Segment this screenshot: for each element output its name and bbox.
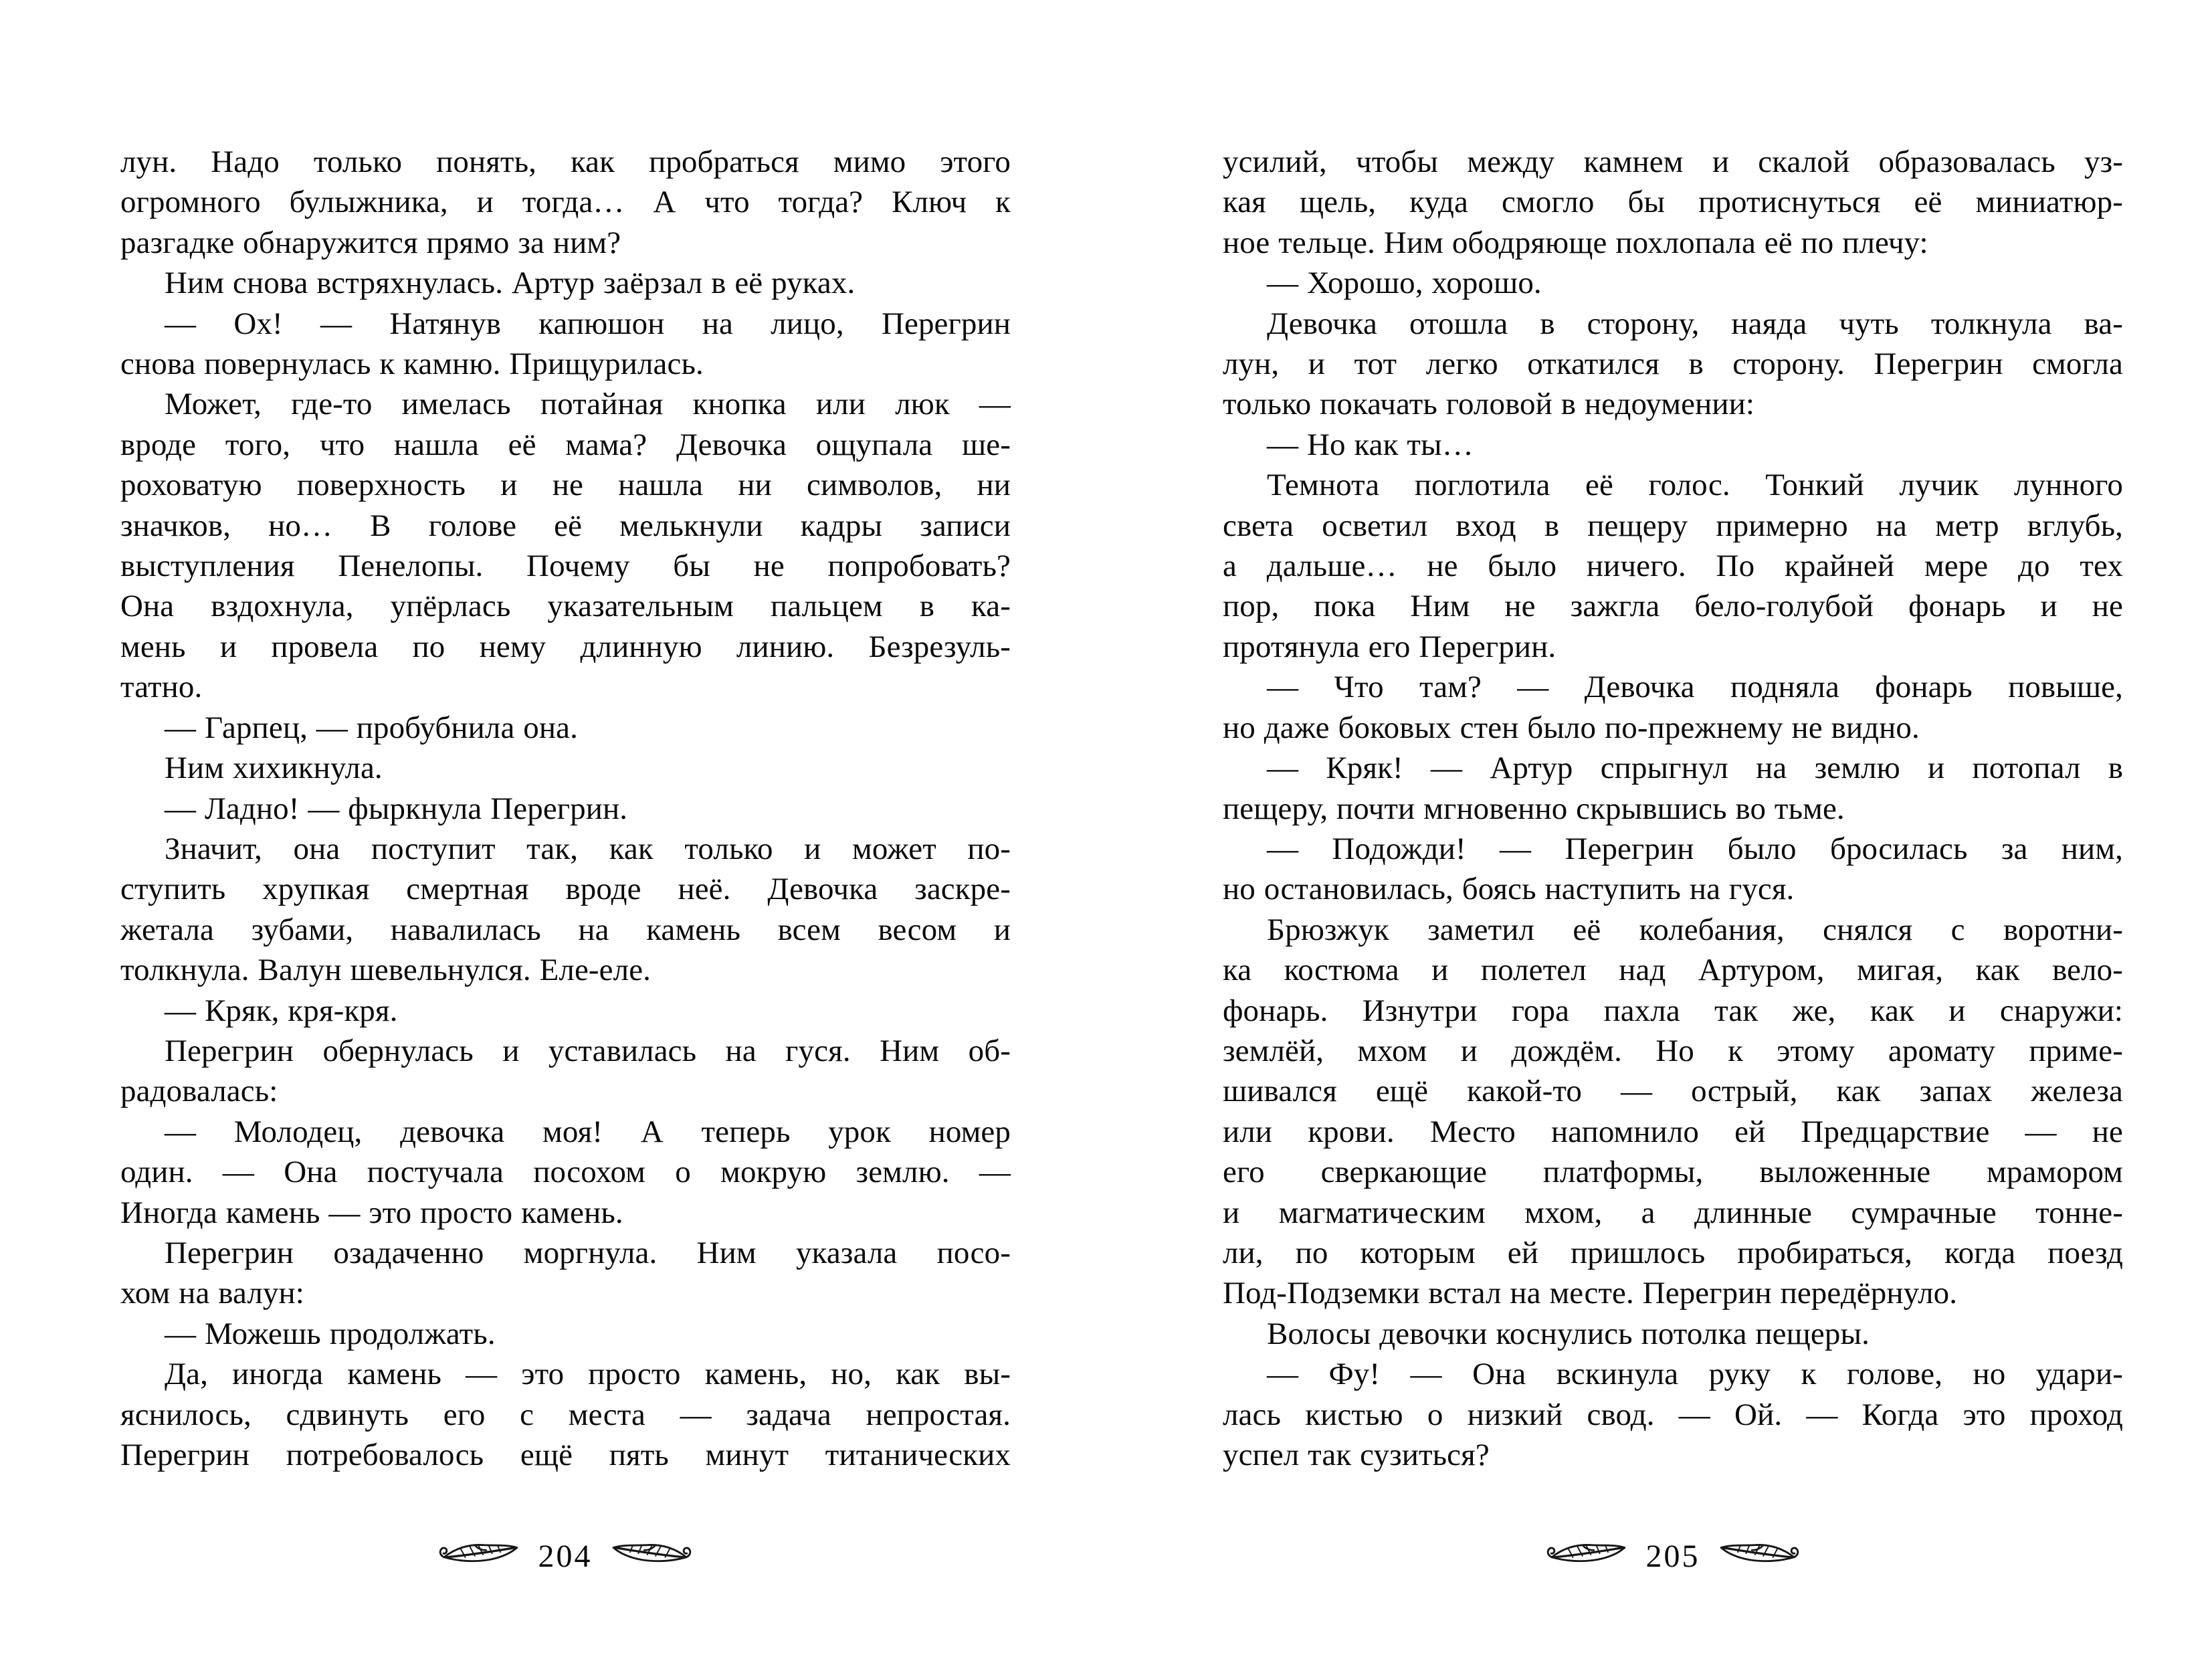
- text-line: — Ладно! — фыркнула Перегрин.: [165, 791, 628, 826]
- text-line: — Ох! — Натянув капюшон на лицо, Перегрин: [165, 306, 1011, 341]
- text-line: Брюзжук заметил её колебания, снялся с воротни-: [1267, 912, 2123, 947]
- left-page-footer: [438, 1531, 693, 1579]
- right-page: [1106, 0, 2212, 1659]
- text-line: разгадке обнаружится прямо за ним?: [120, 225, 621, 260]
- text-line: — Кряк, кря-кря.: [165, 993, 398, 1028]
- text-line: фонарь. Изнутри гора пахла так же, как и снаружи:: [1223, 993, 2123, 1028]
- text-line: лась кистью о низкий свод. — Ой. — Когда это проход: [1223, 1397, 2123, 1432]
- right-page-text-column: [1223, 142, 2123, 1475]
- right-page-footer: [1546, 1531, 1801, 1579]
- text-line: мень и провела по нему длинную линию. Безрезуль-: [120, 629, 1011, 664]
- leaf-flourish-icon: [1718, 1540, 1801, 1569]
- text-line: лун. Надо только понять, как пробраться мимо этого: [120, 144, 1011, 179]
- text-line: один. — Она постучала посохом о мокрую землю. —: [120, 1155, 1011, 1190]
- text-line: Ним снова встряхнулась. Артур заёрзал в её руках.: [165, 266, 856, 301]
- text-line: протянула его Перегрин.: [1223, 629, 1556, 664]
- text-line: Она вздохнула, упёрлась указательным пальцем в ка-: [120, 589, 1011, 624]
- text-line: Да, иногда камень — это просто камень, но, как вы-: [165, 1357, 1011, 1392]
- text-line: и магматическим мхом, а длинные сумрачные тонне-: [1223, 1195, 2123, 1230]
- text-line: Под-Подземки встал на месте. Перегрин передёрнуло.: [1223, 1276, 1958, 1311]
- text-line: радовалась:: [120, 1074, 278, 1109]
- text-line: пор, пока Ним не зажгла бело-голубой фонарь и не: [1223, 589, 2123, 624]
- text-line: хом на валун:: [120, 1276, 304, 1311]
- page-number: 204: [538, 1539, 593, 1574]
- page-number: 205: [1645, 1539, 1700, 1574]
- text-line: — Гарпец, — пробубнила она.: [165, 710, 578, 745]
- text-line: его сверкающие платформы, выложенные мрамором: [1223, 1155, 2123, 1190]
- text-line: пещеру, почти мгновенно скрывшись во тьме.: [1223, 791, 1845, 826]
- text-line: но даже боковых стен было по-прежнему не видно.: [1223, 710, 1920, 745]
- text-line: — Молодец, девочка моя! А теперь урок номер: [165, 1114, 1011, 1149]
- text-line: — Можешь продолжать.: [165, 1316, 496, 1351]
- leaf-flourish-icon: [438, 1540, 521, 1569]
- text-line: лун, и тот легко откатился в сторону. Перегрин смогла: [1223, 347, 2123, 382]
- text-line: — Подожди! — Перегрин было бросилась за ним,: [1267, 831, 2123, 866]
- text-line: шивался ещё какой-то — острый, как запах железа: [1223, 1074, 2123, 1109]
- text-line: вроде того, что нашла её мама? Девочка ощупала ше-: [120, 427, 1011, 462]
- text-line: Перегрин озадаченно моргнула. Ним указала посо-: [165, 1235, 1011, 1270]
- text-line: ступить хрупкая смертная вроде неё. Девочка заскре-: [120, 872, 1011, 907]
- text-line: успел так сузиться?: [1223, 1438, 1490, 1472]
- text-line: Ним хихикнула.: [165, 751, 383, 786]
- text-line: Перегрин обернулась и уставилась на гуся. Ним об-: [165, 1033, 1011, 1068]
- left-page-text-column: [120, 142, 1011, 1475]
- text-line: снова повернулась к камню. Прищурилась.: [120, 347, 704, 382]
- text-line: огромного булыжника, и тогда… А что тогда? Ключ к: [120, 185, 1011, 220]
- text-line: Перегрин потребовалось ещё пять минут титанических: [120, 1438, 1011, 1472]
- text-line: Значит, она поступит так, как только и может по-: [165, 831, 1011, 866]
- text-line: — Но как ты…: [1267, 427, 1474, 462]
- text-line: выступления Пенелопы. Почему бы не попробовать?: [120, 549, 1011, 584]
- text-line: ное тельце. Ним ободряюще похлопала её по плечу:: [1223, 225, 1928, 260]
- text-line: кая щель, куда смогло бы протиснуться её миниатюр-: [1223, 185, 2123, 220]
- text-line: Темнота поглотила её голос. Тонкий лучик лунного: [1267, 468, 2123, 503]
- text-line: ка костюма и полетел над Артуром, мигая, как вело-: [1223, 953, 2123, 988]
- text-line: усилий, чтобы между камнем и скалой образовалась уз-: [1223, 144, 2123, 179]
- text-line: землёй, мхом и дождём. Но к этому аромату приме-: [1223, 1033, 2123, 1068]
- text-line: — Кряк! — Артур спрыгнул на землю и потопал в: [1267, 751, 2123, 786]
- text-line: ли, по которым ей пришлось пробираться, когда поезд: [1223, 1235, 2123, 1270]
- text-line: Может, где-то имелась потайная кнопка или люк —: [165, 387, 1011, 422]
- text-line: Иногда камень — это просто камень.: [120, 1195, 623, 1230]
- text-line: значков, но… В голове её мелькнули кадры записи: [120, 508, 1011, 543]
- text-line: роховатую поверхность и не нашла ни символов, ни: [120, 468, 1011, 503]
- text-line: — Фу! — Она вскинула руку к голове, но удари-: [1267, 1357, 2123, 1392]
- leaf-flourish-icon: [610, 1540, 693, 1569]
- text-line: Волосы девочки коснулись потолка пещеры.: [1267, 1316, 1870, 1351]
- text-line: татно.: [120, 670, 203, 705]
- text-line: яснилось, сдвинуть его с места — задача непростая.: [120, 1397, 1011, 1432]
- text-line: Девочка отошла в сторону, наяда чуть толкнула ва-: [1267, 306, 2123, 341]
- text-line: света осветил вход в пещеру примерно на метр вглубь,: [1223, 508, 2123, 543]
- text-line: жетала зубами, навалилась на камень всем весом и: [120, 912, 1011, 947]
- text-line: а дальше… не было ничего. По крайней мере до тех: [1223, 549, 2123, 584]
- text-line: — Хорошо, хорошо.: [1267, 266, 1542, 301]
- text-line: толкнула. Валун шевельнулся. Еле-еле.: [120, 953, 651, 988]
- text-line: только покачать головой в недоумении:: [1223, 387, 1755, 422]
- text-line: но остановилась, боясь наступить на гуся.: [1223, 872, 1795, 907]
- leaf-flourish-icon: [1546, 1540, 1629, 1569]
- text-line: — Что там? — Девочка подняла фонарь повыше,: [1267, 670, 2123, 705]
- text-line: или крови. Место напомнило ей Предцарствие — не: [1223, 1114, 2123, 1149]
